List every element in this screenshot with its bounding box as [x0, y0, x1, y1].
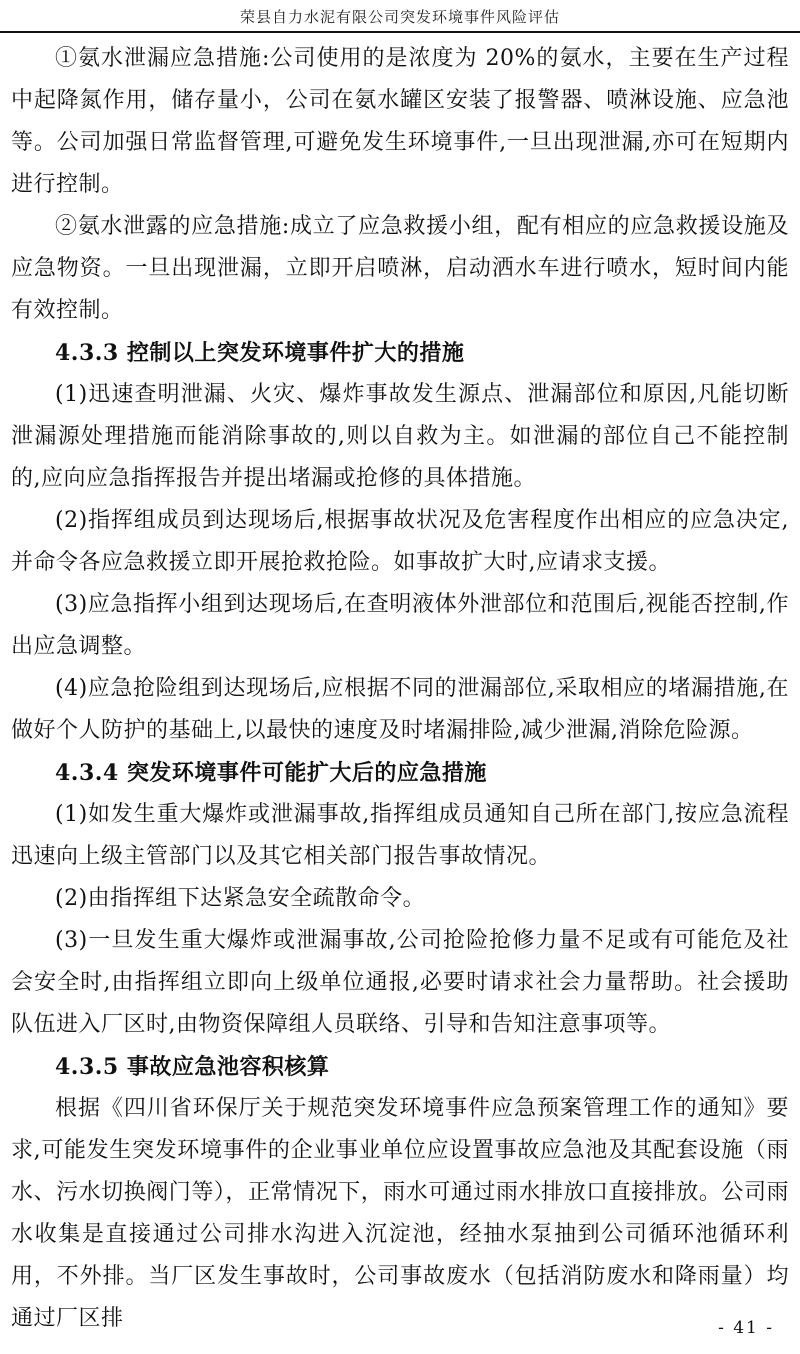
page-number: - 41 -	[718, 1318, 774, 1338]
section-heading-4-3-3: 4.3.3 控制以上突发环境事件扩大的措施	[55, 340, 465, 366]
page-header-title: 荣县自力水泥有限公司突发环境事件风险评估	[239, 8, 560, 26]
paragraph-4-3-4-item-1: (1)如发生重大爆炸或泄漏事故,指挥组成员通知自己所在部门,按应急流程迅速向上级主管部门以及其它相关部门报告事故情况。	[11, 802, 789, 869]
paragraph-4-3-3-item-2: (2)指挥组成员到达现场后,根据事故状况及危害程度作出相应的应急决定,并命令各应急救援立即开展抢救抢险。如事故扩大时,应请求支援。	[11, 508, 789, 575]
paragraph-4-3-4-item-2: (2)由指挥组下达紧急安全疏散命令。	[55, 886, 426, 911]
paragraph-4-3-3-item-4: (4)应急抢险组到达现场后,应根据不同的泄漏部位,采取相应的堵漏措施,在做好个人防护的基础上,以最快的速度及时堵漏排险,减少泄漏,消除危险源。	[11, 676, 789, 743]
paragraph-4-3-4-item-3: (3)一旦发生重大爆炸或泄漏事故,公司抢险抢修力量不足或有可能危及社会安全时,由指挥组立即向上级单位通报,必要时请求社会力量帮助。社会援助队伍进入厂区时,由物资保障组人员联络、引导和告知注意事项等。	[11, 928, 789, 1037]
section-heading-4-3-5: 4.3.5 事故应急池容积核算	[55, 1054, 330, 1080]
paragraph-4-3-3-item-3: (3)应急指挥小组到达现场后,在查明液体外泄部位和范围后,视能否控制,作出应急调整。	[11, 592, 789, 659]
document-body	[0, 33, 800, 1340]
paragraph-4-3-5-body: 根据《四川省环保厅关于规范突发环境事件应急预案管理工作的通知》要求,可能发生突发环境事件的企业事业单位应设置事故应急池及其配套设施（雨水、污水切换阀门等），正常情况下，雨水可通过雨水排放口直接排放。公司雨水收集是直接通过公司排水沟进入沉淀池，经抽水泵抽到公司循环池循环利用，不外排。当厂区发生事故时，公司事故废水（包括消防废水和降雨量）均通过厂区排	[11, 1096, 789, 1331]
paragraph-ammonia-leak-measures: ①氨水泄漏应急措施:公司使用的是浓度为 20%的氨水，主要在生产过程中起降氮作用，储存量小，公司在氨水罐区安装了报警器、喷淋设施、应急池等。公司加强日常监督管理,可避免发生环境事件,一旦出现泄漏,亦可在短期内进行控制。	[11, 46, 789, 197]
paragraph-4-3-3-item-1: (1)迅速查明泄漏、火灾、爆炸事故发生源点、泄漏部位和原因,凡能切断泄漏源处理措施而能消除事故的,则以自救为主。如泄漏的部位自己不能控制的,应向应急指挥报告并提出堵漏或抢修的具体措施。	[11, 382, 789, 491]
paragraph-ammonia-release-measures: ②氨水泄露的应急措施:成立了应急救援小组，配有相应的应急救援设施及应急物资。一旦出现泄漏，立即开启喷淋，启动洒水车进行喷水，短时间内能有效控制。	[11, 214, 789, 323]
section-heading-4-3-4: 4.3.4 突发环境事件可能扩大后的应急措施	[55, 760, 487, 786]
